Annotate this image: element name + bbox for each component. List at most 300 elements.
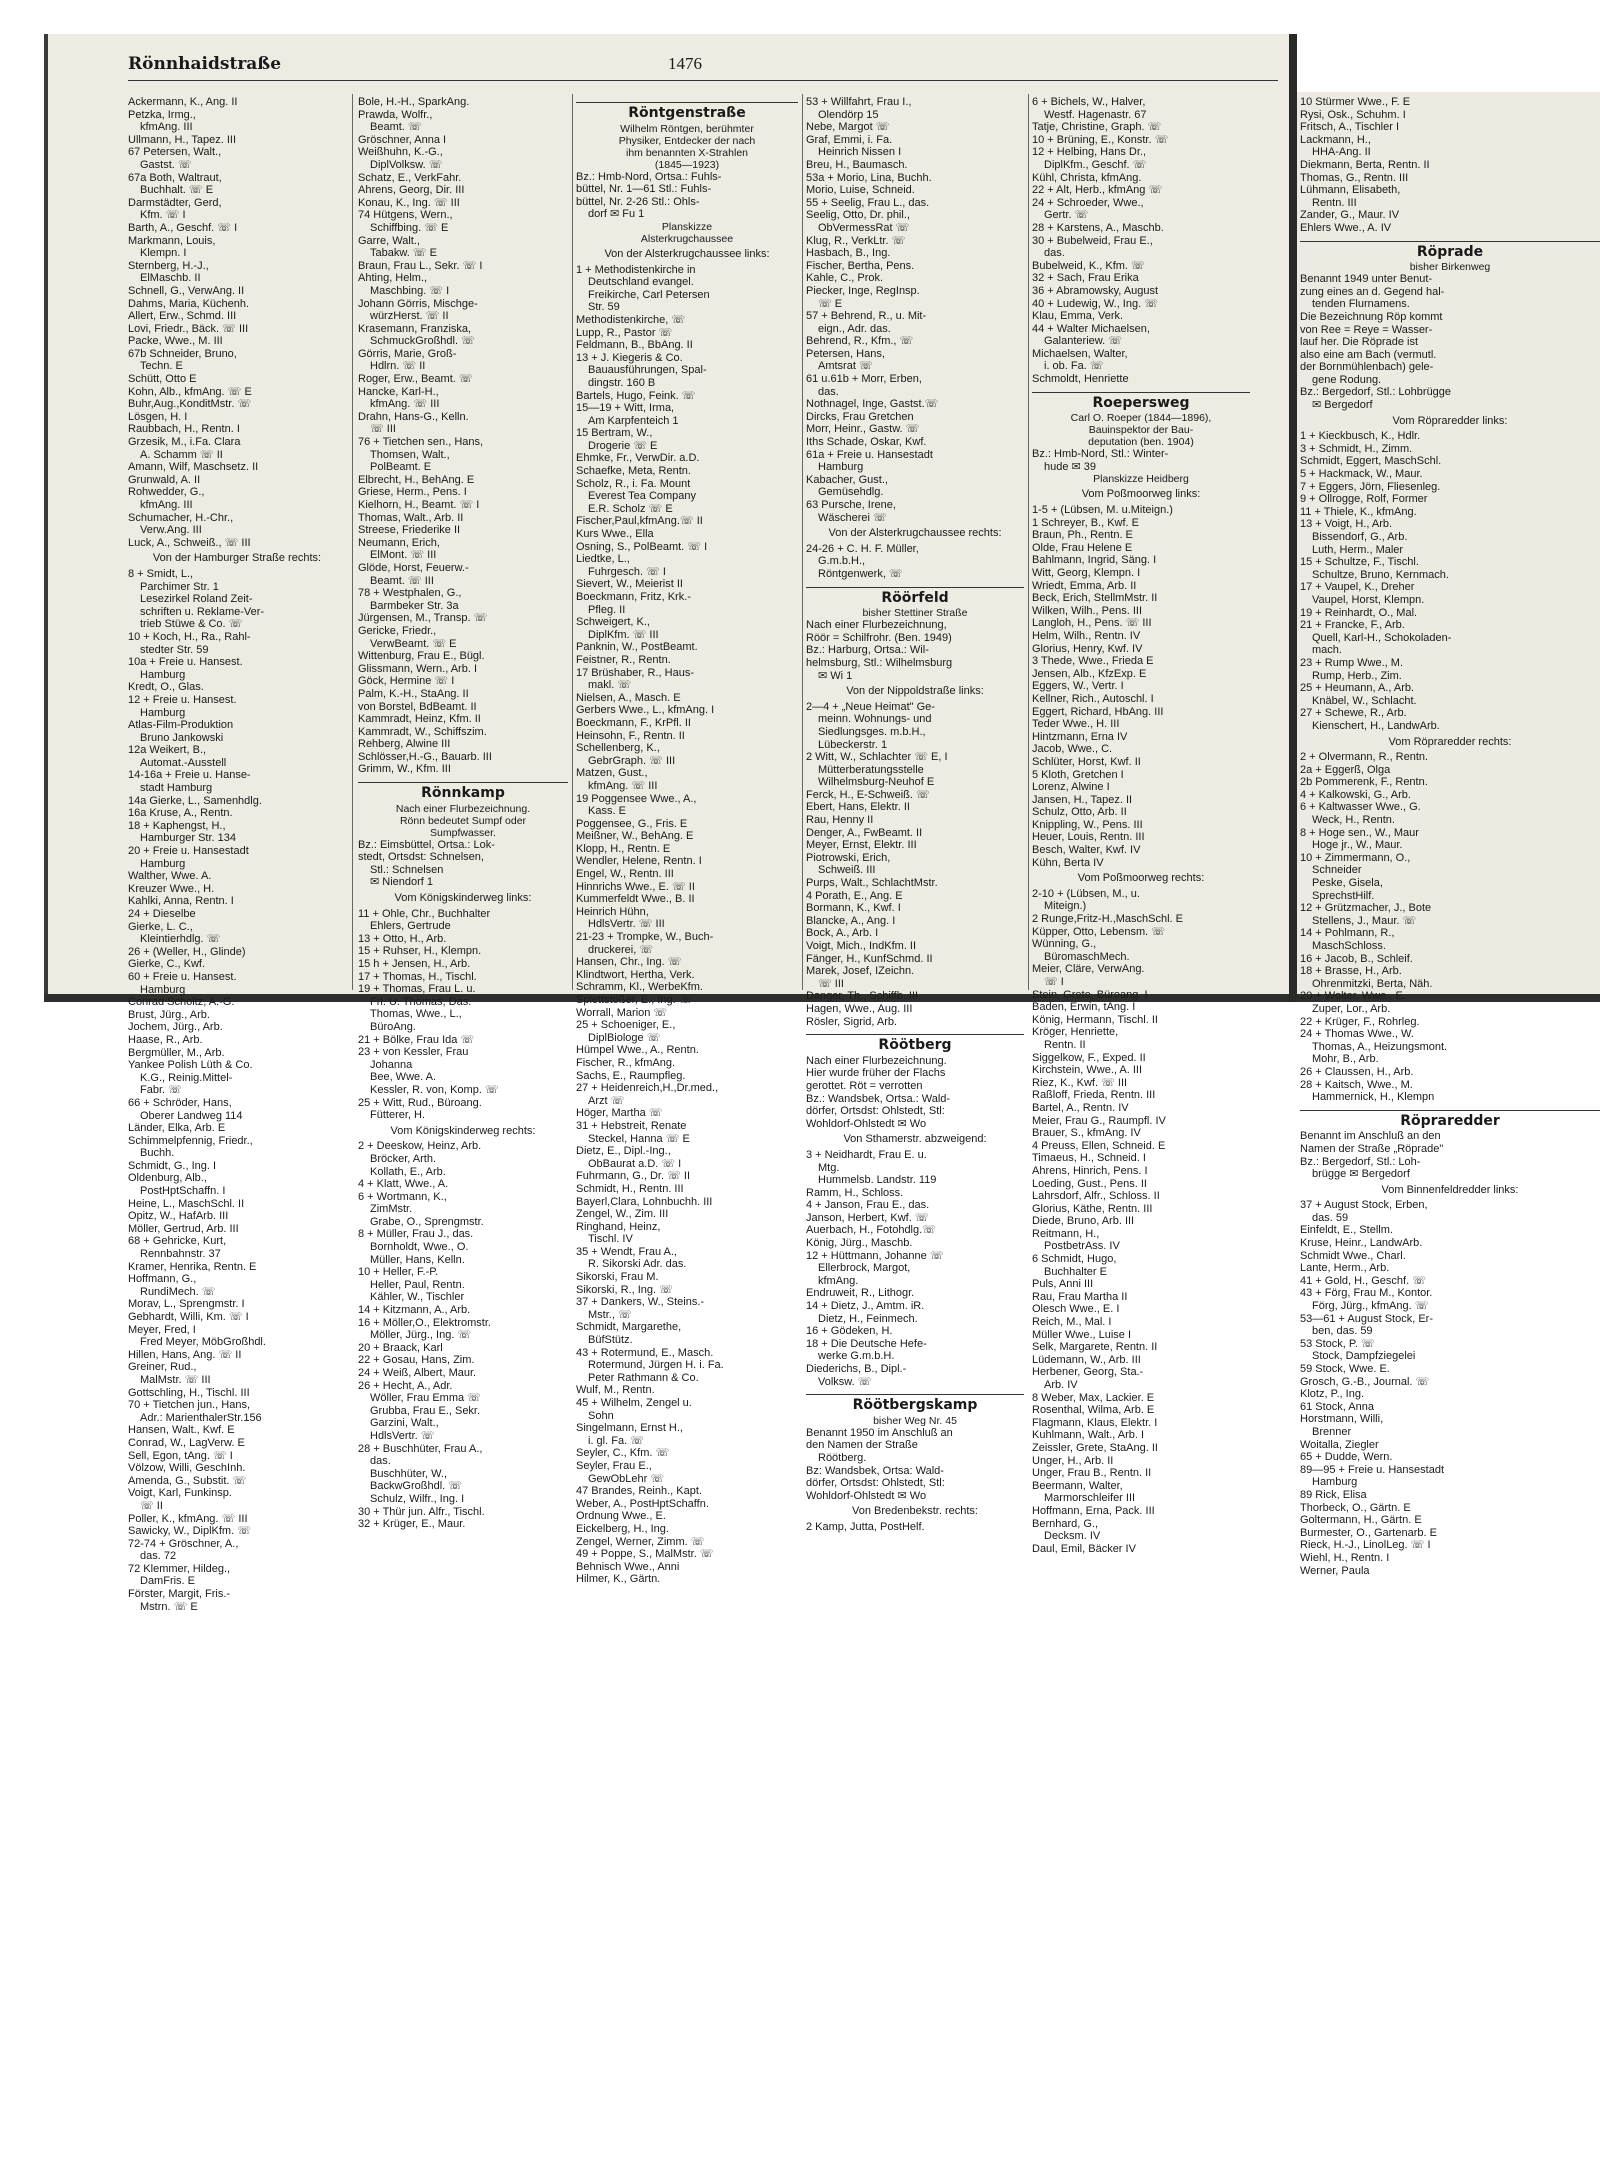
directory-entry: 6 Schmidt, Hugo,	[1032, 1253, 1117, 1266]
directory-entry: Rau, Henny II	[806, 814, 874, 827]
entry-continuation: ben, das. 59	[1312, 1325, 1373, 1338]
entry-continuation: G.m.b.H.,	[818, 555, 866, 568]
directory-entry: 16a Kruse, A., Rentn.	[128, 807, 233, 820]
entry-continuation: Beamt. ☏	[370, 121, 422, 134]
directory-entry: 16 + Jacob, B., Schleif.	[1300, 952, 1413, 965]
directory-entry: Eggert, Richard, HbAng. III	[1032, 705, 1164, 718]
entry-continuation: tenden Flurnamens.	[1312, 298, 1410, 311]
entry-continuation: Lübeckerstr. 1	[818, 738, 888, 751]
entry-continuation: Oberer Landweg 114	[140, 1109, 243, 1122]
direction-heading: Von der Nippoldstraße links:	[846, 685, 984, 698]
entry-continuation: brügge ✉ Bergedorf	[1312, 1168, 1410, 1181]
directory-entry: Rysi, Osk., Schuhm. I	[1300, 108, 1406, 121]
directory-entry: Drahn, Hans-G., Kelln.	[358, 410, 469, 423]
directory-entry: 24 + Dieselbe	[128, 908, 196, 920]
directory-entry: Braun, Ph., Rentn. E	[1032, 529, 1133, 542]
entry-continuation: Gemüsehdlg.	[818, 486, 884, 499]
directory-entry: 11 + Thiele, K., kfmAng.	[1300, 505, 1417, 518]
directory-entry: Wittenburg, Frau E., Bügl.	[358, 650, 485, 663]
directory-entry: Weber, A., PostHptSchaffn.	[576, 1497, 709, 1510]
directory-entry: Puls, Anni III	[1032, 1278, 1094, 1291]
entry-continuation: druckerei, ☏	[588, 943, 654, 956]
directory-entry: Panknin, W., PostBeamt.	[576, 641, 698, 654]
directory-entry: 55 + Seelig, Frau L., das.	[806, 196, 930, 209]
street-note: bisher Stettiner Straße	[862, 607, 968, 620]
directory-entry: gerottet. Röt = verrotten	[806, 1079, 923, 1092]
street-note: Carl O. Roeper (1844—1896),	[1070, 412, 1212, 425]
directory-entry: 6 + Bichels, W., Halver,	[1032, 96, 1146, 108]
entry-continuation: das. 72	[140, 1550, 177, 1563]
entry-continuation: Stl.: Schnelsen	[370, 863, 444, 876]
entry-continuation: Bauausführungen, Spal-	[588, 364, 707, 377]
directory-entry: Die Bezeichnung Röp kommt	[1300, 310, 1443, 323]
directory-entry: Breu, H., Baumasch.	[806, 158, 908, 171]
street-note: ihm benannten X-Strahlen	[626, 146, 748, 159]
directory-entry: Bock, A., Arb. I	[806, 927, 879, 940]
directory-entry: 45 + Wilhelm, Zengel u.	[576, 1397, 692, 1409]
directory-entry: Engel, W., Rentn. III	[576, 868, 674, 881]
entry-continuation: MaschSchloss.	[1312, 940, 1386, 952]
directory-entry: Krasemann, Franziska,	[358, 322, 472, 335]
direction-heading: Vom Königskinderweg links:	[394, 892, 532, 905]
entry-continuation: Hamburg	[818, 461, 864, 474]
entry-continuation: Hamburg	[1312, 1476, 1358, 1489]
directory-entry: Helm, Wilh., Rentn. IV	[1032, 629, 1141, 642]
directory-entry: 7 + Eggers, Jörn, Fliesenleg.	[1300, 480, 1441, 493]
entry-continuation: Fuhrgesch. ☏ I	[588, 565, 666, 578]
directory-entry: 11 + Ohle, Chr., Buchhalter	[358, 907, 491, 920]
entry-continuation: makl. ☏	[588, 679, 632, 692]
directory-entry: Diekmann, Berta, Rentn. II	[1300, 158, 1430, 171]
entry-continuation: BüroAng.	[370, 1020, 416, 1033]
entry-continuation: GebrGraph. ☏ III	[588, 754, 676, 767]
directory-entry: Fischer, R., kfmAng.	[576, 1056, 676, 1069]
directory-entry: Lahrsdorf, Alfr., Schloss. II	[1032, 1190, 1160, 1203]
directory-entry: Göck, Hermine ☏ I	[358, 675, 455, 688]
directory-entry: 12 + Grützmacher, J., Bote	[1300, 902, 1432, 915]
entry-continuation: Röntgenwerk, ☏	[818, 567, 903, 580]
directory-entry: 59 Stock, Wwe. E.	[1300, 1363, 1390, 1375]
directory-entry: 18 + Die Deutsche Hefe-	[806, 1337, 927, 1350]
directory-entry: 27 + Heidenreich,H.,Dr.med.,	[576, 1082, 719, 1095]
entry-continuation: ☏ I	[1044, 976, 1064, 988]
directory-entry: 19 + Thomas, Frau L. u.	[358, 983, 476, 996]
entry-continuation: kfmAng.	[818, 1274, 859, 1287]
directory-entry: Osning, S., PolBeamt. ☏ I	[576, 540, 708, 553]
street-heading: Rönnkamp	[358, 782, 568, 800]
directory-entry: Worrall, Marion ☏	[576, 1006, 668, 1019]
directory-entry: 1 + Methodistenkirche in	[576, 263, 696, 276]
directory-entry: Jürgensen, M., Transp. ☏	[358, 612, 488, 625]
directory-entry: 14-16a + Freie u. Hanse-	[128, 769, 251, 782]
directory-entry: Rau, Frau Martha II	[1032, 1290, 1128, 1303]
directory-entry: Konau, K., Ing. ☏ III	[358, 196, 460, 209]
directory-entry: Raßloff, Frieda, Rentn. III	[1032, 1089, 1156, 1102]
directory-entry: Lupp, R., Pastor ☏	[576, 326, 673, 339]
entry-continuation: Möller, Jürg., Ing. ☏	[370, 1329, 472, 1342]
directory-entry: Riez, K., Kwf. ☏ III	[1032, 1076, 1128, 1089]
entry-continuation: Westf. Hagenastr. 67	[1044, 108, 1147, 121]
directory-entry: Zengel, Werner, Zimm. ☏	[576, 1535, 705, 1548]
entry-continuation: Quell, Karl-H., Schokoladen-	[1312, 631, 1452, 644]
entry-continuation: Weck, H., Rentn.	[1312, 814, 1395, 827]
entry-continuation: Thomsen, Walt.,	[370, 448, 450, 461]
directory-entry: Wohldorf-Ohlstedt ✉ Wo	[806, 1489, 927, 1502]
directory-entry: Graf, Emmi, i. Fa.	[806, 133, 893, 146]
directory-entry: Hasbach, B., Ing.	[806, 247, 891, 260]
entry-continuation: Klempn. I	[140, 247, 187, 260]
entry-continuation: Schweiß. III	[818, 864, 876, 877]
directory-entry: Thomas, Walt., Arb. II	[358, 511, 464, 524]
entry-continuation: Stellens, J., Maur. ☏	[1312, 914, 1417, 927]
directory-entry: Besch, Walter, Kwf. IV	[1032, 844, 1141, 857]
directory-entry: Unger, H., Arb. II	[1032, 1454, 1114, 1467]
directory-entry: 3 + Schmidt, H., Zimm.	[1300, 442, 1413, 455]
directory-entry: 1 + Kieckbusch, K., Hdlr.	[1300, 430, 1421, 443]
directory-entry: Boeckmann, F., KrPfl. II	[576, 716, 691, 729]
entry-continuation: PostbetrAss. IV	[1044, 1240, 1120, 1253]
directory-entry: Eickelberg, H., Ing.	[576, 1522, 669, 1535]
directory-entry: Nielsen, A., Masch. E	[576, 691, 681, 704]
directory-entry: Piotrowski, Erich,	[806, 851, 891, 864]
directory-entry: Bubelweid, K., Kfm. ☏	[1032, 259, 1145, 272]
column-4	[806, 96, 1024, 1533]
directory-entry: 3 Thede, Wwe., Frieda E	[1032, 655, 1154, 668]
entry-continuation: ObVermessRat ☏	[818, 221, 910, 234]
directory-entry: Purps, Walt., SchlachtMstr.	[806, 877, 938, 890]
directory-entry: Heinrich Hühn,	[576, 905, 649, 918]
entry-continuation: Thomas, Wwe., L.,	[370, 1008, 462, 1021]
directory-entry: Seyler, Frau E.,	[576, 1459, 652, 1472]
entry-continuation: Knäbel, W., Schlacht.	[1312, 694, 1417, 707]
directory-entry: 4 Preuss, Ellen, Schneid. E	[1032, 1139, 1166, 1152]
entry-continuation: ☏ II	[140, 1499, 163, 1512]
directory-entry: Hintzmann, Erna IV	[1032, 730, 1128, 743]
directory-entry: Greiner, Rud.,	[128, 1361, 197, 1374]
directory-entry: Brauer, S., kfmAng. IV	[1032, 1127, 1141, 1140]
street-note: Bauinspektor der Bau-	[1088, 424, 1194, 437]
directory-entry: von Borstel, BdBeamt. II	[358, 700, 477, 713]
directory-entry: Zander, G., Maur. IV	[1300, 209, 1400, 222]
column-1	[128, 96, 346, 1613]
directory-entry: Schramm, Kl., WerbeKfm.	[576, 981, 703, 994]
directory-entry: Schmidt Wwe., Charl.	[1300, 1249, 1406, 1262]
directory-entry: Zeissler, Grete, StaAng. II	[1032, 1441, 1158, 1454]
directory-entry: Grosch, G.-B., Journal. ☏	[1300, 1375, 1430, 1388]
directory-entry: Siggelkow, F., Exped. II	[1032, 1051, 1146, 1064]
directory-entry: Kielhorn, H., Beamt. ☏ I	[358, 499, 480, 511]
directory-entry: 14a Gierke, L., Samenhdlg.	[128, 794, 262, 807]
directory-entry: Benannt im Anschluß an den	[1300, 1130, 1441, 1143]
direction-heading: Von der Alsterkrugchaussee rechts:	[828, 527, 1002, 540]
street-note: Planskizze Heidberg	[1093, 473, 1189, 486]
street-note: Planskizze	[661, 220, 713, 233]
entry-continuation: Hamburg	[140, 668, 186, 681]
entry-continuation: Bruno Jankowski	[140, 731, 224, 744]
directory-entry: Jochem, Jürg., Arb.	[128, 1021, 223, 1034]
street-note: bisher Birkenweg	[1409, 261, 1491, 274]
directory-entry: Behnisch Wwe., Anni	[576, 1560, 680, 1573]
directory-entry: 16 + Gödeken, H.	[806, 1325, 893, 1338]
entry-continuation: HdlsVertr. ☏ III	[588, 918, 665, 931]
directory-entry: 72-74 + Gröschner, A.,	[128, 1537, 239, 1550]
directory-entry: Wriedt, Emma, Arb. II	[1032, 579, 1137, 592]
directory-entry: 12a Weikert, B.,	[128, 744, 207, 757]
entry-continuation: stadt Hamburg	[140, 782, 213, 795]
directory-entry: Schatz, E., VerkFahr.	[358, 171, 462, 184]
entry-continuation: K.G., Reinig.Mittel-	[140, 1071, 233, 1084]
entry-continuation: kfmAng. ☏ III	[588, 779, 658, 792]
directory-entry: Darmstädter, Gerd,	[128, 196, 222, 209]
street-heading: Röötbergskamp	[806, 1394, 1024, 1412]
entry-continuation: Zuper, Lor., Arb.	[1312, 1002, 1391, 1015]
entry-continuation: schriften u. Reklame-Ver-	[140, 605, 265, 618]
entry-continuation: DamFris. E	[140, 1575, 195, 1588]
directory-entry: 57 + Behrend, R., u. Mit-	[806, 310, 927, 323]
entry-continuation: Peske, Gisela,	[1312, 877, 1383, 890]
entry-continuation: Everest Tea Company	[588, 490, 697, 503]
directory-entry: Herbener, Georg, Sta.-	[1032, 1366, 1144, 1379]
entry-continuation: stedter Str. 59	[140, 643, 209, 656]
directory-entry: Goltermann, H., Gärtn. E	[1300, 1514, 1422, 1527]
directory-entry: 53 + Willfahrt, Frau I.,	[806, 96, 912, 108]
directory-entry: 70 + Tietchen jun., Hans,	[128, 1399, 250, 1412]
directory-entry: dörfer, Ortsdst: Ohlstedt, Stl:	[806, 1105, 945, 1118]
directory-entry: 28 + Buschhüter, Frau A.,	[358, 1442, 483, 1455]
entry-continuation: Am Karpfenteich 1	[588, 414, 679, 427]
entry-continuation: VerwBeamt. ☏ E	[370, 637, 457, 650]
directory-entry: 17 + Thomas, H., Tischl.	[358, 970, 477, 983]
directory-entry: 14 + Pohlmann, R.,	[1300, 927, 1395, 940]
directory-entry: 19 Poggensee Wwe., A.,	[576, 792, 697, 805]
running-head	[128, 54, 1278, 81]
entry-continuation: Barmbeker Str. 3a	[370, 599, 459, 612]
directory-entry: Wünning, G.,	[1032, 938, 1097, 951]
directory-entry: 9 + Ollrogge, Rolf, Former	[1300, 493, 1428, 506]
directory-entry: 13 + Voigt, H., Arb.	[1300, 518, 1393, 531]
directory-entry: 17 + Vaupel, K., Dreher	[1300, 581, 1415, 594]
entry-continuation: hude ✉ 39	[1044, 460, 1097, 473]
direction-heading: Vom Königskinderweg rechts:	[390, 1124, 536, 1137]
directory-entry: Küpper, Otto, Lebensm. ☏	[1032, 925, 1165, 938]
directory-entry: 72 Klemmer, Hildeg.,	[128, 1562, 231, 1575]
directory-entry: 2-10 + (Lübsen, M., u.	[1032, 887, 1140, 900]
entry-continuation: Gastst. ☏	[140, 158, 192, 171]
entry-continuation: i. ob. Fa. ☏	[1044, 360, 1104, 373]
entry-continuation: R. Sikorski Adr. das.	[588, 1258, 687, 1271]
directory-entry: Förster, Margit, Fris.-	[128, 1588, 231, 1601]
entry-continuation: Drogerie ☏ E	[588, 439, 658, 452]
entry-continuation: Luth, Herm., Maler	[1312, 543, 1404, 556]
directory-entry: Klopp, H., Rentn. E	[576, 842, 671, 855]
directory-entry: Länder, Elka, Arb. E	[128, 1122, 226, 1135]
directory-entry: Hansen, Chr., Ing. ☏	[576, 956, 682, 969]
directory-entry: Beermann, Walter,	[1032, 1479, 1123, 1492]
directory-entry: Morio, Luise, Schneid.	[806, 184, 915, 197]
entry-continuation: DiplBiologe ☏	[588, 1031, 661, 1044]
direction-heading: Von Bredenbekstr. rechts:	[852, 1505, 978, 1518]
entry-continuation: Buschhüter, W.,	[370, 1467, 448, 1480]
street-heading: Röörfeld	[806, 587, 1024, 605]
entry-continuation: ✉ Wi 1	[818, 669, 853, 682]
directory-entry: Benannt 1950 im Anschluß an	[806, 1426, 953, 1439]
directory-entry: 15 + Ruhser, H., Klempn.	[358, 945, 482, 958]
directory-entry: Schaefke, Meta, Rentn.	[576, 465, 691, 478]
entry-continuation: Rentn. II	[1044, 1038, 1086, 1051]
directory-entry: Glorius, Henry, Kwf. IV	[1032, 642, 1143, 655]
directory-entry: Hümpel Wwe., A., Rentn.	[576, 1044, 699, 1057]
directory-entry: Klotz, P., Ing.	[1300, 1388, 1365, 1401]
directory-entry: 41 + Gold, H., Geschf. ☏	[1300, 1274, 1426, 1287]
entry-continuation: Rump, Herb., Zim.	[1312, 669, 1402, 682]
directory-entry: Ebert, Hans, Elektr. II	[806, 801, 910, 814]
directory-entry: Eggers, W., Vertr. I	[1032, 680, 1124, 693]
entry-continuation: Fabr. ☏	[140, 1084, 182, 1097]
directory-entry: büttel, Nr. 1—61 Stl.: Fuhls-	[576, 183, 712, 196]
entry-continuation: Frl. U. Thomas, Das.	[370, 995, 472, 1008]
direction-heading: Von der Hamburger Straße rechts:	[152, 552, 322, 565]
entry-continuation: Röötberg.	[818, 1451, 867, 1464]
directory-entry: 10 + Heller, F.-P.	[358, 1266, 439, 1279]
column-rule	[352, 94, 353, 990]
directory-entry: 27 + Schewe, R., Arb.	[1300, 707, 1407, 720]
directory-entry: Fuhrmann, G., Dr. ☏ II	[576, 1170, 691, 1183]
directory-entry: Röör = Schilfrohr. (Ben. 1949)	[806, 631, 952, 644]
directory-entry: Fischer, Bertha, Pens.	[806, 259, 915, 272]
directory-entry: 19 + Reinhardt, O., Mal.	[1300, 606, 1418, 619]
entry-continuation: Ehlers, Gertrude	[370, 920, 451, 933]
directory-entry: Glöde, Horst, Feuerw.-	[358, 561, 469, 574]
directory-entry: 25 + Schoeniger, E.,	[576, 1019, 676, 1032]
directory-entry: Lovi, Friedr., Bäck. ☏ III	[128, 322, 249, 335]
directory-entry: 22 + Gosau, Hans, Zim.	[358, 1354, 475, 1367]
entry-continuation: dorf ✉ Fu 1	[588, 208, 645, 221]
directory-entry: 49 + Poppe, S., MalMstr. ☏	[576, 1548, 714, 1561]
directory-entry: 2—4 + „Neue Heimat" Ge-	[806, 700, 935, 713]
directory-entry: Scholz, R., i. Fa. Mount	[576, 477, 691, 490]
directory-entry: Amenda, G., Substit. ☏	[128, 1474, 247, 1487]
directory-entry: Höger, Martha ☏	[576, 1107, 663, 1120]
directory-entry: Nothnagel, Inge, Gastst.☏	[806, 398, 939, 411]
directory-entry: Bernhard, G.,	[1032, 1517, 1099, 1530]
directory-entry: 28 + Karstens, A., Maschb.	[1032, 221, 1164, 234]
street-note: Sumpfwasser.	[430, 826, 496, 839]
directory-entry: Sievert, W., Meierist II	[576, 578, 683, 591]
entry-continuation: Grubba, Frau E., Sekr.	[370, 1404, 481, 1417]
directory-entry: Hoffmann, Erna, Pack. III	[1032, 1504, 1155, 1517]
entry-continuation: Dietz, H., Feinmech.	[818, 1312, 918, 1325]
directory-entry: 61a + Freie u. Hansestadt	[806, 448, 933, 461]
entry-continuation: Freikirche, Carl Petersen	[588, 288, 710, 301]
directory-entry: Meyer, Ernst, Elektr. III	[806, 839, 917, 852]
entry-continuation: Rentn. III	[1312, 196, 1357, 209]
entry-continuation: Bissendorf, G., Arb.	[1312, 531, 1408, 543]
entry-continuation: das.	[818, 385, 839, 398]
directory-entry: 28 + Kaitsch, Wwe., M.	[1300, 1078, 1413, 1091]
directory-entry: Rohwedder, G.,	[128, 486, 205, 499]
directory-entry: 6 + Kaltwasser Wwe., G.	[1300, 801, 1421, 814]
directory-entry: 8 + Smidt, L.,	[128, 567, 194, 580]
entry-continuation: i. gl. Fa. ☏	[588, 1434, 644, 1447]
entry-continuation: GewObLehr ☏	[588, 1472, 665, 1485]
directory-entry: Bayerl,Clara, Lohnbuchh. III	[576, 1195, 713, 1208]
directory-entry: Görris, Marie, Groß-	[358, 347, 457, 360]
directory-entry: 12 + Freie u. Hansest.	[128, 693, 237, 706]
directory-entry: Rieck, H.-J., LinolLeg. ☏ I	[1300, 1539, 1431, 1552]
entry-continuation: Adr.: MarienthalerStr.156	[140, 1411, 262, 1424]
directory-entry: Schmidt, Eggert, MaschSchl.	[1300, 455, 1442, 468]
directory-entry: Zengel, W., Zim. III	[576, 1208, 669, 1221]
header-street: Rönnhaidstraße	[128, 54, 282, 74]
street-note: bisher Weg Nr. 45	[873, 1414, 957, 1427]
entry-continuation: das. 59	[1312, 1211, 1349, 1224]
directory-entry: 26 + Hecht, A., Adr.	[358, 1379, 453, 1392]
directory-entry: 2 + Olvermann, R., Rentn.	[1300, 751, 1429, 764]
street-note: (1845—1923)	[654, 158, 720, 171]
directory-entry: also eine am Bach (vermutl.	[1300, 348, 1437, 361]
directory-entry: 25 + Witt, Rud., Büroang.	[358, 1096, 482, 1109]
entry-continuation: ElMont. ☏ III	[370, 549, 437, 562]
directory-entry: 25 + Heumann, A., Arb.	[1300, 682, 1415, 695]
entry-continuation: Ellerbrock, Margot,	[818, 1262, 911, 1275]
directory-entry: Feistner, R., Rentn.	[576, 653, 671, 666]
entry-continuation: Wäscherei ☏	[818, 511, 887, 524]
directory-entry: Bz.: Bergedorf, Stl.: Loh-	[1300, 1155, 1421, 1168]
directory-entry: Schnell, G., VerwAng. II	[128, 284, 245, 297]
entry-continuation: DiplKfm. ☏ III	[588, 628, 659, 641]
directory-entry: Sternberg, H.-J.,	[128, 259, 209, 272]
directory-entry: Atlas-Film-Produktion	[128, 719, 234, 732]
directory-entry: Methodistenkirche, ☏	[576, 313, 686, 326]
directory-entry: Schulz, Otto, Arb. II	[1032, 806, 1127, 819]
directory-entry: 24 + Schroeder, Wwe.,	[1032, 196, 1144, 209]
entry-continuation: Kähler, W., Tischler	[370, 1291, 465, 1304]
directory-entry: 15—19 + Witt, Irma,	[576, 402, 675, 415]
directory-entry: Grimm, W., Kfm. III	[358, 763, 451, 776]
directory-entry: Kühl, Christa, kfmAng.	[1032, 171, 1142, 184]
directory-entry: 24 + Thomas Wwe., W.	[1300, 1028, 1414, 1041]
directory-entry: Werner, Paula	[1300, 1564, 1370, 1577]
directory-entry: Olesch Wwe., E. I	[1032, 1303, 1120, 1316]
entry-continuation: Buchhalter E	[1044, 1265, 1107, 1278]
directory-entry: Meißner, W., BehAng. E	[576, 830, 694, 843]
directory-entry: 68 + Gehricke, Kurt,	[128, 1235, 227, 1248]
directory-entry: Lüdemann, W., Arb. III	[1032, 1353, 1141, 1366]
entry-continuation: Decksm. IV	[1044, 1530, 1101, 1543]
directory-entry: 20 + Freie u. Hansestadt	[128, 845, 249, 858]
directory-entry: Burmester, O., Gartenarb. E	[1300, 1526, 1437, 1539]
directory-entry: Jansen, H., Tapez. II	[1032, 793, 1133, 806]
directory-entry: 67 Petersen, Walt.,	[128, 146, 222, 159]
directory-entry: Michaelsen, Walter,	[1032, 347, 1128, 360]
directory-entry: Braun, Frau L., Sekr. ☏ I	[358, 259, 483, 272]
entry-continuation: Parchimer Str. 1	[140, 580, 219, 593]
directory-entry: Sell, Egon, tAng. ☏ I	[128, 1449, 233, 1462]
directory-entry: 22 + Alt, Herb., kfmAng ☏	[1032, 184, 1163, 197]
directory-entry: 15 h + Jensen, H., Arb.	[358, 958, 471, 970]
street-heading: Röpraredder	[1300, 1110, 1600, 1128]
directory-entry: Teder Wwe., H. III	[1032, 718, 1120, 731]
directory-entry: Fischer,Paul,kfmAng.☏ II	[576, 515, 703, 528]
directory-entry: Hier wurde früher der Flachs	[806, 1067, 946, 1080]
directory-entry: 2 Kamp, Jutta, PostHelf.	[806, 1520, 925, 1533]
directory-entry: Voigt, Mich., IndKfm. II	[806, 940, 917, 952]
direction-heading: Vom Röpraredder links:	[1392, 414, 1508, 427]
directory-entry: 17 Brüshaber, R., Haus-	[576, 666, 695, 679]
directory-entry: 8 Weber, Max, Lackier. E	[1032, 1391, 1155, 1404]
directory-entry: Nebe, Margot ☏	[806, 121, 890, 134]
entry-continuation: kfmAng. ☏ III	[370, 398, 440, 411]
